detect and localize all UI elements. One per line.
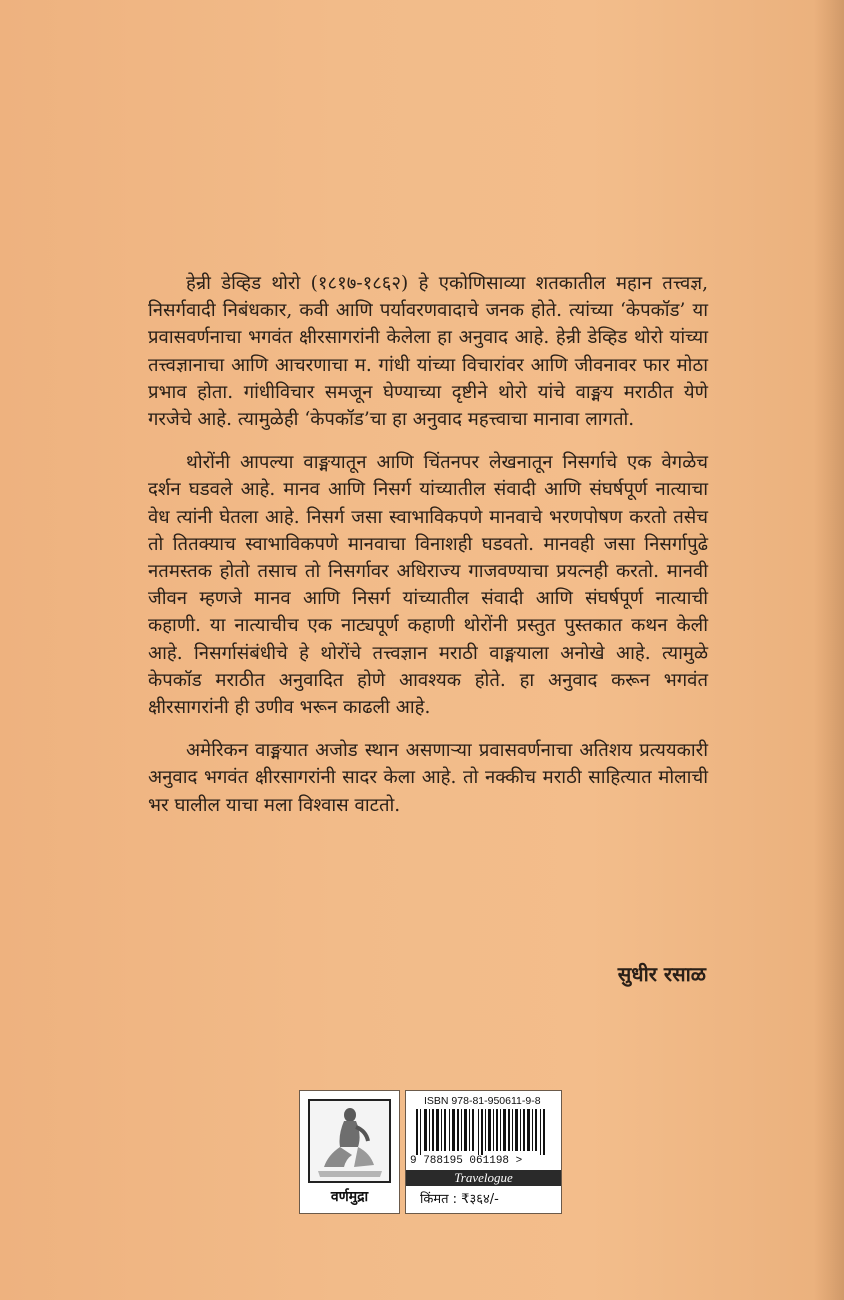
price-label: किंमत : ₹३६४/-: [420, 1192, 499, 1207]
barcode-icon: [416, 1109, 554, 1160]
publisher-name: वर्णमुद्रा: [330, 1189, 369, 1205]
barcode-number: 9 788195 061198 >: [410, 1155, 523, 1167]
barcode-box: [405, 1090, 562, 1214]
cover-edge-shadow: [814, 0, 844, 1300]
blurb-paragraph-2: थोरोंनी आपल्या वाङ्मयातून आणि चिंतनपर लेखनातून निसर्गाचे एक वेगळेच दर्शन घडवले आहे. मानव आणि निसर्ग यांच्यातील संवादी आणि संघर्षपूर्ण नात्याचा वेध त्यांनी घेतला आहे. निसर्ग जसा स्वाभाविकपणे मानवाचे भरणपोषण करतो तसेच तो तितक्याच स्वाभाविकपणे मानवाचा विनाशही घडवतो. मानवही जसा निसर्गापुढे नतमस्तक होतो तसाच तो निसर्गावर अधिराज्य गाजवण्याचा प्रयत्नही करतो. मानवी जीवन म्हणजे मानव आणि निसर्ग यांच्यातील संवादी आणि संघर्षपूर्ण नात्याची कहाणी. या नात्याचीच एक नाट्यपूर्ण कहाणी थोरोंनी प्रस्तुत पुस्तकात कथन केली आहे. निसर्गासंबंधीचे हे थोरोंचे तत्त्वज्ञान मराठी वाङ्मयाला अनोखे आहे. त्यामुळे केपकॉड मराठीत अनुवादित होणे आवश्यक होते. हा अनुवाद करून भगवंत क्षीरसागरांनी ही उणीव भरून काढली आहे.: [148, 452, 708, 719]
blurb-text: [148, 270, 708, 835]
author-signature: सुधीर रसाळ: [617, 962, 706, 986]
blurb-paragraph-3: अमेरिकन वाङ्मयात अजोड स्थान असणाऱ्या प्रवासवर्णनाचा अतिशय प्रत्ययकारी अनुवाद भगवंत क्षीरसागरांनी सादर केला आहे. तो नक्कीच मराठी साहित्यात मोलाची भर घालील याचा मला विश्वास वाटतो.: [148, 740, 708, 816]
publisher-logo-box: [299, 1090, 400, 1214]
isbn-label: ISBN 978-81-950611-9-8: [424, 1095, 541, 1107]
genre-label: Travelogue: [406, 1170, 561, 1186]
seated-figure-icon: [308, 1099, 391, 1183]
blurb-paragraph-1: हेन्री डेव्हिड थोरो (१८१७-१८६२) हे एकोणिसाव्या शतकातील महान तत्त्वज्ञ, निसर्गवादी निबंधकार, कवी आणि पर्यावरणवादाचे जनक होते. त्यांच्या ‘केपकॉड’ या प्रवासवर्णनाचा भगवंत क्षीरसागरांनी केलेला हा अनुवाद आहे. हेन्री डेव्हिड थोरो यांच्या तत्त्वज्ञानाचा आणि आचरणाचा म. गांधी यांच्या विचारांवर आणि जीवनावर फार मोठा प्रभाव होता. गांधीविचार समजून घेण्याच्या दृष्टीने थोरो यांचे वाङ्मय मराठीत येणे गरजेचे आहे. त्यामुळेही ‘केपकॉड’चा हा अनुवाद महत्त्वाचा मानावा लागतो.: [148, 273, 708, 431]
